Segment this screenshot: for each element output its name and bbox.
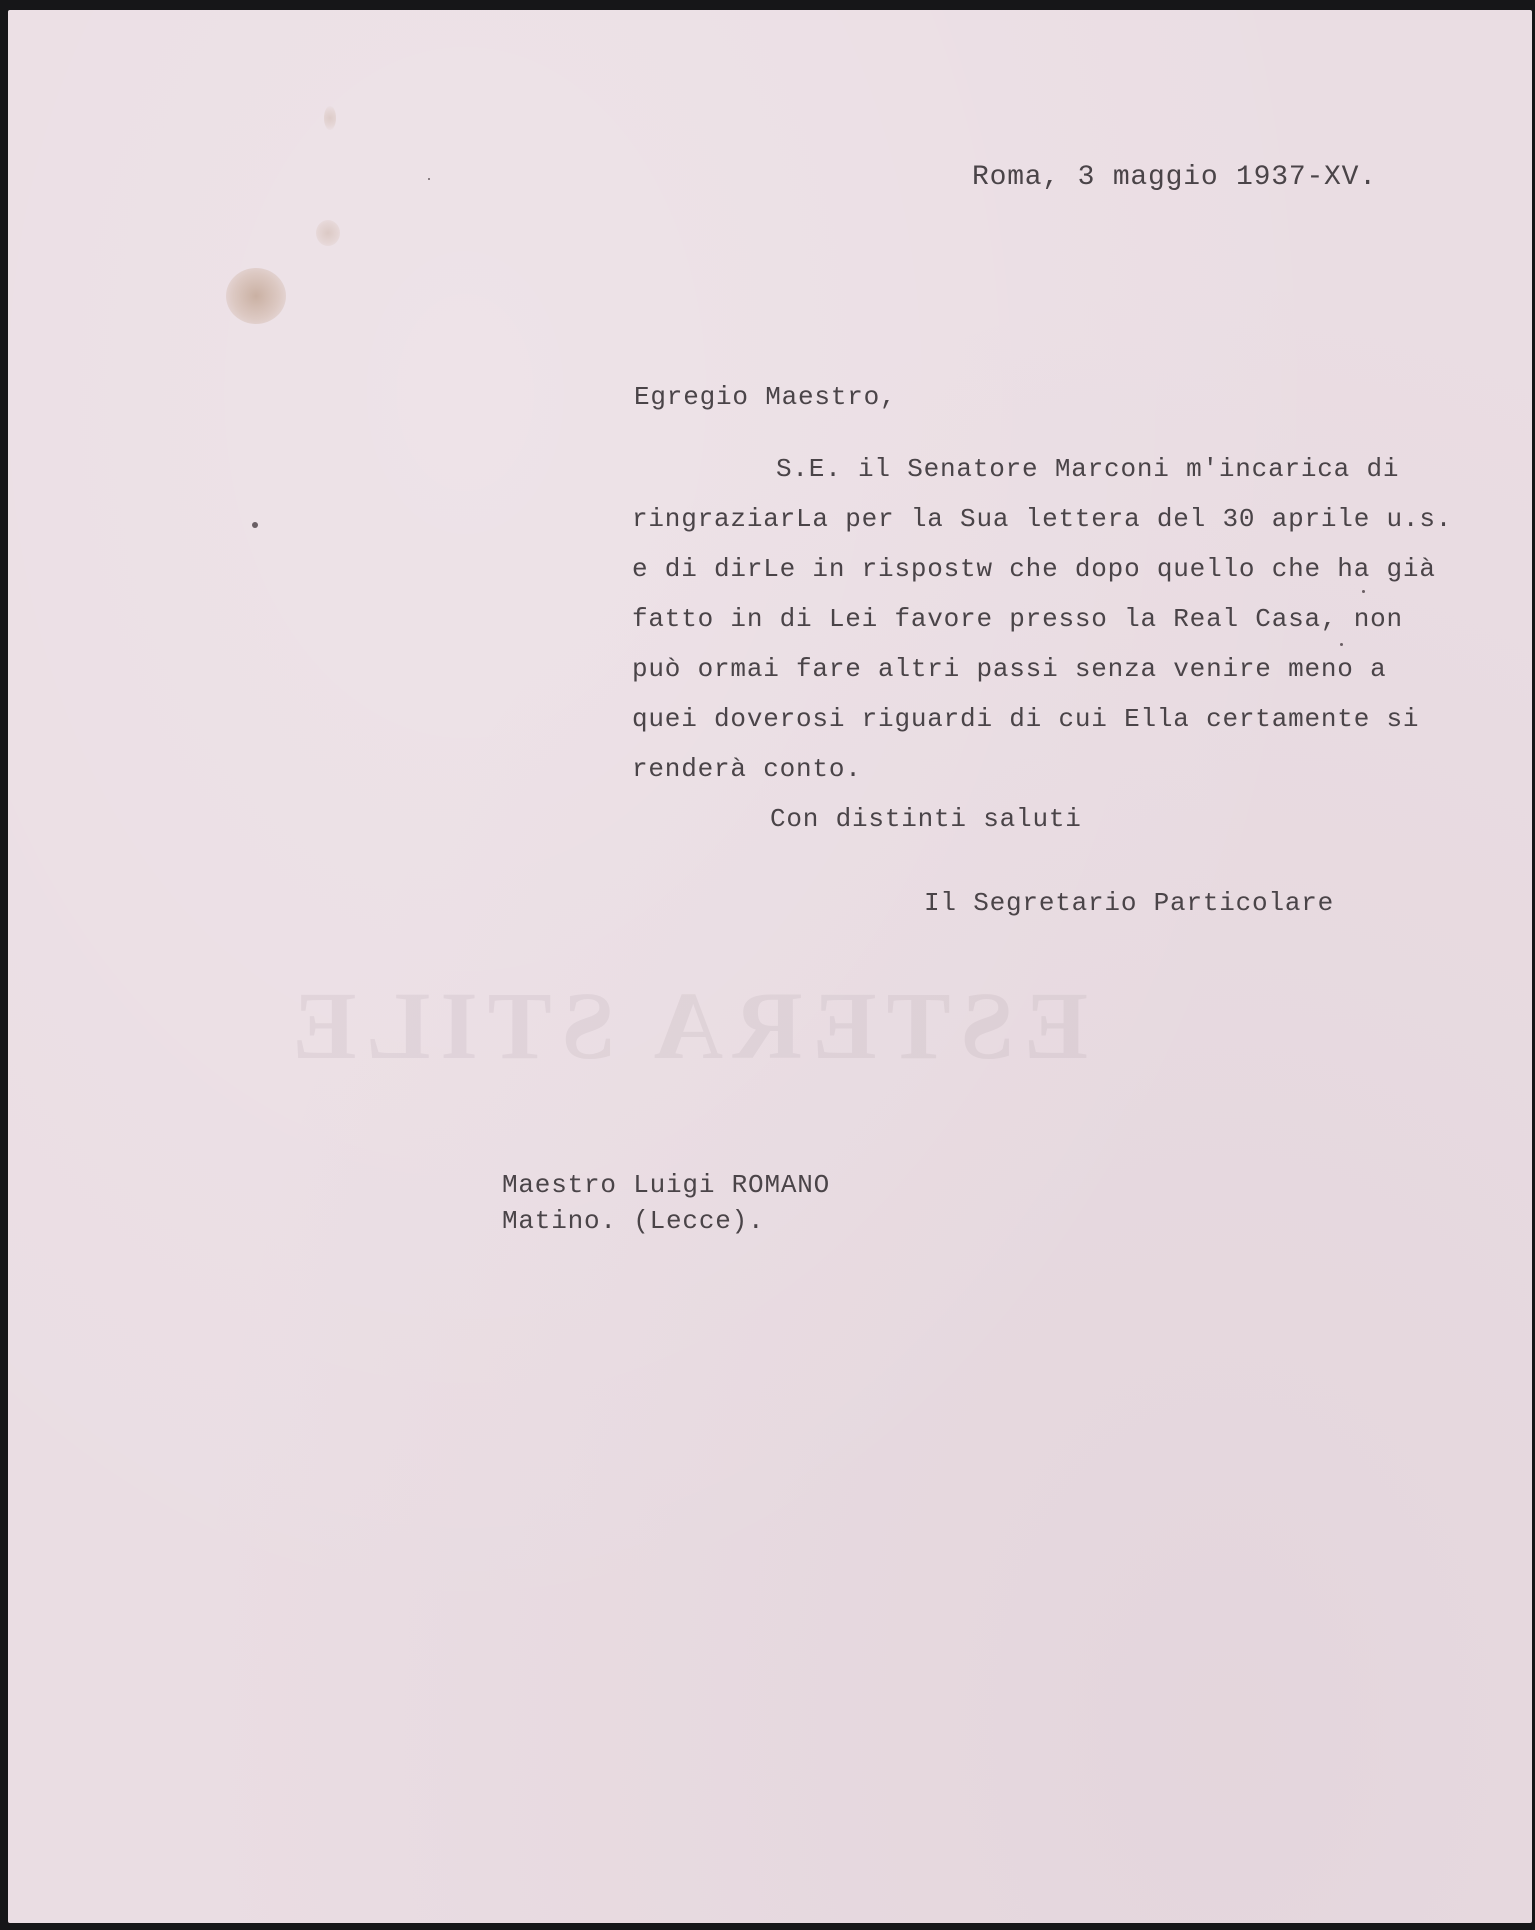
letter-body-line: può ormai fare altri passi senza venire meno a (632, 654, 1387, 684)
letter-body-line: S.E. il Senatore Marconi m'incarica di (776, 454, 1400, 484)
letter-closing: Con distinti saluti (770, 804, 1082, 834)
paper-stain-faint (316, 220, 340, 246)
letter-body-line: ringraziarLa per la Sua lettera del 30 aprile u.s. (632, 504, 1453, 534)
paper-speck (428, 178, 430, 180)
paper-stain (226, 268, 286, 324)
letter-date: Roma, 3 maggio 1937-XV. (972, 162, 1377, 193)
letter-body-line: renderà conto. (632, 754, 862, 784)
letter-body-line: quei doverosi riguardi di cui Ella certamente si (632, 704, 1420, 734)
letter-body-line: fatto in di Lei favore presso la Real Casa, non (632, 604, 1403, 634)
paper-speck (252, 522, 258, 528)
letter-page (8, 10, 1532, 1923)
show-through-text: ESTERA STILE (282, 972, 1088, 1079)
paper-speck (1340, 643, 1343, 646)
letter-salutation: Egregio Maestro, (634, 382, 897, 412)
recipient-name: Maestro Luigi ROMANO (502, 1170, 831, 1200)
paper-stain-faint (324, 106, 336, 130)
recipient-address: Matino. (Lecce). (502, 1206, 765, 1236)
signature-title: Il Segretario Particolare (924, 888, 1335, 918)
paper-speck (1362, 590, 1365, 593)
letter-body-line: e di dirLe in rispostw che dopo quello che ha già (632, 554, 1436, 584)
